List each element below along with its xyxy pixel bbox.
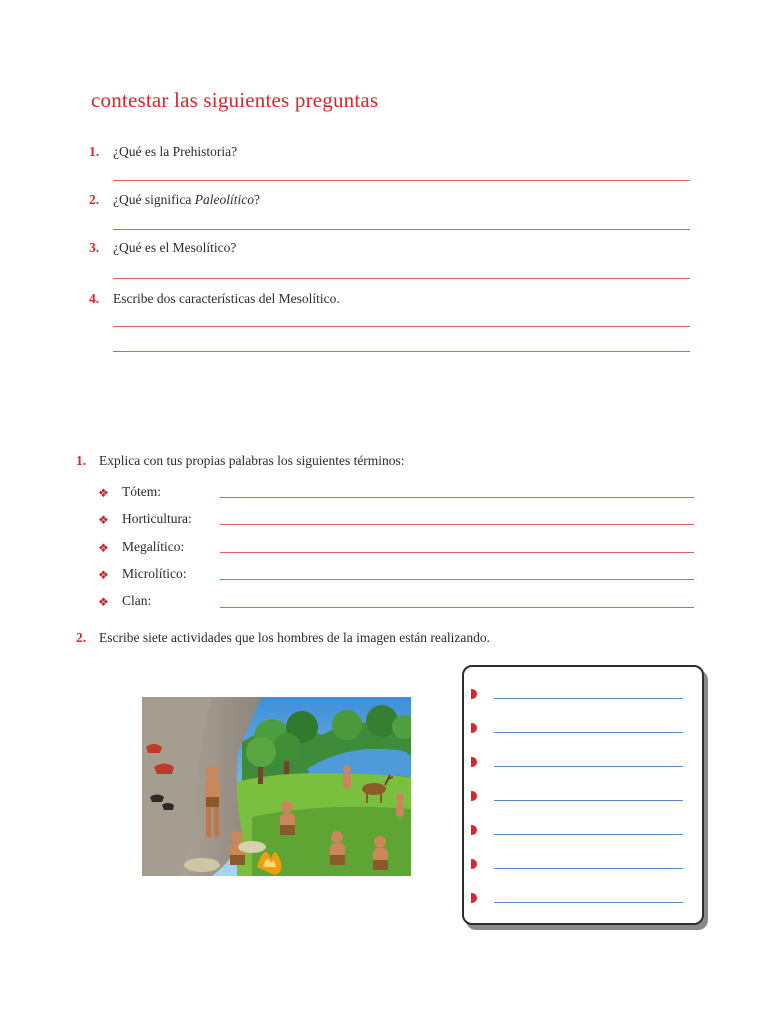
term-row-horticultura — [98, 511, 698, 529]
activities-card — [462, 665, 704, 925]
activity-row-2 — [464, 723, 702, 737]
term-answer-line-microlitico[interactable] — [220, 579, 694, 580]
half-circle-bullet-icon — [471, 723, 477, 733]
activity-answer-line-5[interactable] — [494, 834, 683, 835]
activity-row-1 — [464, 689, 702, 703]
exercise-number: 1. — [76, 453, 87, 468]
question-text: Escribe dos características del Mesolítico. — [113, 291, 340, 306]
diamond-bullet-icon: ❖ — [98, 486, 109, 500]
question-text-italic: Paleolítico — [194, 192, 254, 207]
activity-row-4 — [464, 791, 702, 805]
diamond-bullet-icon: ❖ — [98, 595, 109, 609]
term-label: Megalítico: — [122, 539, 185, 554]
question-number: 2. — [89, 192, 100, 207]
question-number: 4. — [89, 291, 100, 306]
term-row-megalitico — [98, 539, 698, 557]
term-row-clan — [98, 593, 698, 611]
question-number: 3. — [89, 240, 100, 255]
half-circle-bullet-icon — [471, 859, 477, 869]
activity-answer-line-3[interactable] — [494, 766, 683, 767]
term-answer-line-horticultura[interactable] — [220, 524, 694, 525]
activity-answer-line-6[interactable] — [494, 868, 683, 869]
diamond-bullet-icon: ❖ — [98, 513, 109, 527]
term-row-microlitico — [98, 566, 698, 584]
exercise-text: Escribe siete actividades que los hombres de la imagen están realizando. — [99, 630, 490, 645]
half-circle-bullet-icon — [471, 757, 477, 767]
activity-answer-line-7[interactable] — [494, 902, 683, 903]
answer-line-2[interactable] — [113, 229, 690, 230]
exercise-number: 2. — [76, 630, 87, 645]
page-title: contestar las siguientes preguntas — [91, 88, 379, 112]
diamond-bullet-icon: ❖ — [98, 568, 109, 582]
term-label: Clan: — [122, 593, 152, 608]
question-number: 1. — [89, 144, 100, 159]
activity-row-7 — [464, 893, 702, 907]
question-text: ¿Qué es la Prehistoria? — [113, 144, 238, 159]
question-text-before: ¿Qué significa — [113, 192, 195, 207]
question-text — [113, 192, 260, 208]
term-answer-line-clan[interactable] — [220, 607, 694, 608]
answer-line-1[interactable] — [113, 180, 690, 181]
half-circle-bullet-icon — [471, 825, 477, 835]
half-circle-bullet-icon — [471, 791, 477, 801]
half-circle-bullet-icon — [471, 689, 477, 699]
activity-row-5 — [464, 825, 702, 839]
term-row-totem — [98, 484, 698, 502]
answer-line-4b[interactable] — [113, 351, 690, 352]
term-label: Horticultura: — [122, 511, 192, 526]
diamond-bullet-icon: ❖ — [98, 541, 109, 555]
activity-row-6 — [464, 859, 702, 873]
activity-answer-line-2[interactable] — [494, 732, 683, 733]
question-text-after: ? — [253, 192, 260, 207]
term-label: Tótem: — [122, 484, 161, 499]
prehistoric-scene-image — [142, 697, 411, 876]
answer-line-3[interactable] — [113, 278, 690, 279]
term-answer-line-totem[interactable] — [220, 497, 694, 498]
term-answer-line-megalitico[interactable] — [220, 552, 694, 553]
answer-line-4a[interactable] — [113, 326, 690, 327]
prehistoric-scene-illustration — [142, 697, 411, 876]
question-text: ¿Qué es el Mesolítico? — [113, 240, 237, 255]
activity-row-3 — [464, 757, 702, 771]
half-circle-bullet-icon — [471, 893, 477, 903]
activity-answer-line-1[interactable] — [494, 698, 683, 699]
activity-answer-line-4[interactable] — [494, 800, 683, 801]
exercise-text: Explica con tus propias palabras los siguientes términos: — [99, 453, 405, 468]
term-label: Microlítico: — [122, 566, 187, 581]
